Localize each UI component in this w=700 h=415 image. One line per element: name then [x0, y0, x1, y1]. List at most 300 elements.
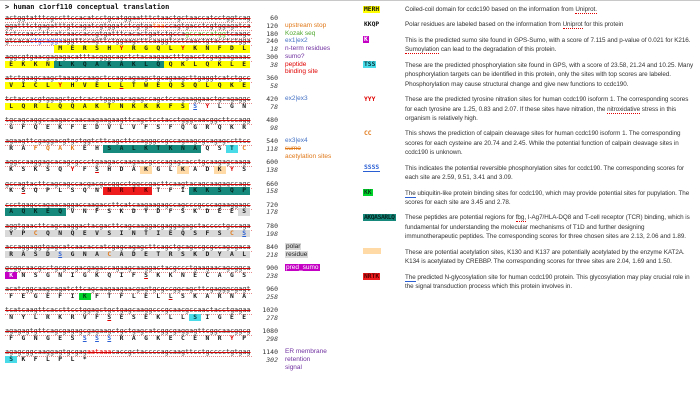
residue-cell: I — [17, 82, 29, 89]
position-number: 118 — [266, 145, 278, 154]
residue-cell: G — [144, 335, 148, 342]
residue-cell: T — [140, 230, 152, 237]
dna-row — [5, 74, 363, 82]
residue-cell: E — [144, 292, 148, 300]
residue-cell: K — [119, 208, 124, 216]
residue-cell: A — [79, 103, 91, 110]
residue-cell: Y — [115, 45, 127, 52]
residue-cell: T — [152, 145, 164, 152]
residue-cell: Q — [42, 230, 54, 237]
residue-cell: S — [33, 271, 38, 279]
position-number: 60 — [270, 14, 278, 22]
residue-cell: N — [42, 61, 54, 68]
residue-cell: L — [33, 313, 38, 321]
legend-item — [363, 61, 697, 89]
residue-cell: E — [21, 292, 26, 300]
residue-cell: K — [140, 166, 152, 173]
residue-cell: D — [226, 45, 238, 52]
position-number: 138 — [266, 166, 278, 175]
position-number: 780 — [266, 221, 278, 230]
residue-cell: P — [58, 356, 63, 364]
residue-cell: A — [5, 208, 17, 215]
residue-cell: Q — [177, 230, 189, 237]
legend-text: Polar residues are labeled based on the information from Uniprot for this protein — [405, 21, 624, 29]
position-number: 540 — [266, 137, 278, 146]
protein-sequence — [5, 230, 252, 237]
position-number: 840 — [266, 242, 278, 251]
dna-row — [5, 222, 363, 230]
residue-cell: S — [214, 230, 226, 237]
residue-cell: T — [128, 82, 140, 89]
residue-cell: * — [82, 356, 87, 364]
residue-cell: K — [33, 166, 38, 174]
dna-sequence: aggccaaggagcacagcgccctgaagaccaagaacgcccagagcacctgcaagagcaaga — [5, 158, 251, 167]
protein-sequence — [5, 82, 252, 89]
residue-cell: N — [177, 145, 189, 152]
legend-item — [363, 273, 697, 292]
residue-cell: N — [58, 271, 63, 279]
legend-key-swatch: SSSS — [364, 164, 380, 172]
residue-cell: K — [189, 187, 201, 194]
residue-cell: N — [103, 187, 115, 194]
residue-cell: F — [168, 124, 173, 132]
annotation-label-line: sumo? — [285, 52, 305, 60]
residue-cell: N — [9, 313, 14, 321]
legend-pane — [363, 5, 697, 298]
residue-cell: E — [119, 313, 124, 321]
residue-cell: S — [177, 251, 189, 258]
dna-sequence: accaggaggtgagcatcaacaccatcgagcagagcttcagctgcagccgcgccagcgaca — [5, 242, 251, 251]
dna-row — [5, 95, 363, 103]
residue-cell: Q — [226, 187, 238, 194]
residue-cell: Y — [70, 166, 75, 174]
residue-cell: S — [131, 313, 136, 321]
residue-cell: Y — [230, 335, 234, 342]
legend-key-swatch: NRTK — [364, 273, 380, 281]
residue-cell: G — [230, 271, 234, 279]
position-number: 258 — [266, 292, 278, 301]
residue-cell: R — [79, 45, 91, 52]
residue-cell: S — [70, 335, 75, 342]
legend-key-swatch: AKQASARLQ — [364, 213, 395, 221]
residue-cell: S — [238, 208, 250, 215]
annotation-label-line: Kozak seq — [285, 29, 316, 37]
residue-cell: R — [119, 335, 124, 342]
residue-cell: E — [66, 45, 78, 52]
residue-cell: S — [5, 356, 17, 363]
annotation-label — [285, 53, 305, 60]
annotation-label — [285, 22, 326, 29]
protein-row — [5, 60, 363, 76]
residue-cell: R — [9, 145, 14, 153]
residue-cell: W — [140, 82, 152, 89]
residue-cell: V — [70, 208, 75, 216]
residue-cell: K — [103, 61, 115, 68]
sequence-pane — [5, 3, 363, 371]
residue-cell: L — [42, 82, 54, 89]
residue-cell: N — [95, 187, 99, 195]
residue-cell: N — [128, 230, 140, 237]
residue-cell: S — [177, 103, 189, 110]
residue-cell: H — [95, 145, 99, 153]
residue-cell: V — [82, 313, 87, 321]
legend-key — [363, 248, 400, 267]
dna-sequence: atctgaagcaagctaaagccaagctccagcagaagctgcagaagcttgaggtcatctgcc — [5, 74, 251, 83]
residue-cell: K — [91, 103, 103, 110]
annotation-label — [285, 137, 308, 144]
dna-sequence: tgcagcaggccaagaccaacaagaagaagttcagctcctacctgggcaacggcttccagg — [5, 116, 251, 125]
residue-cell: F — [214, 45, 226, 52]
residue-cell: E — [193, 271, 198, 279]
residue-cell: K — [168, 271, 173, 279]
residue-cell: Q — [33, 187, 38, 195]
annotation-label-line: binding site — [285, 68, 318, 76]
residue-cell: R — [5, 251, 17, 258]
residue-cell: L — [5, 103, 17, 110]
residue-cell: D — [205, 166, 210, 174]
residue-cell: A — [91, 61, 103, 68]
position-number: 18 — [270, 45, 278, 54]
residue-cell: A — [217, 271, 222, 279]
residue-cell: K — [9, 187, 14, 195]
legend-item — [363, 20, 697, 29]
residue-cell: G — [230, 102, 234, 110]
residue-cell: G — [33, 292, 38, 300]
residue-cell: S — [242, 166, 247, 174]
residue-cell: K — [58, 124, 63, 132]
position-number: 600 — [266, 158, 278, 167]
residue-cell: S — [217, 145, 222, 153]
legend-text: Coiled-coil domain for ccdc190 based on the information from Uniprot. — [405, 6, 597, 13]
residue-cell: L — [164, 45, 176, 52]
residue-cell: I — [70, 271, 75, 279]
annotation-label-line: polar — [286, 242, 301, 250]
residue-cell: T — [152, 251, 164, 258]
residue-cell: T — [107, 292, 112, 300]
residue-cell: L — [226, 61, 238, 68]
annotation-label-line: retention — [285, 356, 311, 364]
protein-sequence — [5, 208, 252, 215]
residue-cell: S — [193, 102, 198, 110]
residue-cell: Q — [164, 82, 176, 89]
residue-cell: E — [42, 208, 54, 215]
residue-cell: S — [180, 208, 185, 216]
residue-cell: C — [180, 335, 185, 342]
dna-sequence: tctaccacgtggagctgctcacctgggaacagagccagctccagaaggaactgcagaggc — [5, 95, 251, 104]
dna-row — [5, 116, 363, 124]
dna-sequence: acatcggcaagcagatcttcagcaagaagaacgagtgcgccggcagcttcgagggcgagt — [5, 285, 251, 294]
residue-cell: K — [128, 103, 140, 110]
residue-cell: S — [156, 124, 161, 132]
position-number: 58 — [270, 81, 278, 90]
residue-cell: A — [193, 166, 198, 174]
residue-cell: K — [30, 208, 42, 215]
protein-row — [5, 187, 363, 195]
residue-cell: N — [180, 271, 185, 279]
residue-cell: K — [177, 166, 189, 173]
protein-row — [5, 251, 363, 259]
legend-key-swatch: TSS — [364, 61, 376, 69]
residue-cell: F — [119, 292, 124, 300]
dna-sequence: tcatcaagttcaccttcctggagctgctgagcaaggcccgcaacgccaactacctgagaa — [5, 306, 251, 315]
residue-cell: A — [189, 145, 201, 152]
residue-cell: Q — [82, 187, 87, 195]
protein-row — [5, 293, 363, 301]
residue-cell: G — [193, 124, 198, 132]
position-number: 278 — [266, 313, 278, 322]
residue-cell: F — [21, 124, 26, 132]
residue-cell: N — [82, 208, 87, 216]
residue-cell-blank — [17, 45, 29, 52]
residue-cell: R — [217, 292, 222, 300]
dna-row — [5, 14, 363, 22]
protein-row — [5, 145, 363, 160]
annotation-label-line: signal — [285, 363, 302, 371]
protein-row — [5, 314, 363, 322]
residue-cell: Q — [217, 124, 222, 132]
legend-key-swatch: CC — [364, 129, 372, 137]
legend-key-swatch — [363, 248, 381, 254]
residue-cell: F — [82, 166, 87, 174]
residue-cell: G — [156, 166, 161, 174]
protein-sequence — [5, 251, 252, 258]
residue-cell: D — [95, 124, 99, 132]
residue-cell: L — [140, 61, 152, 68]
protein-sequence — [5, 272, 252, 279]
residue-cell: G — [21, 335, 26, 342]
dna-sequence: gcggcaacgcctgcgccgacgagaccagaagcaaggactacgccctgaagaacagcggca — [5, 263, 251, 272]
residue-cell: E — [140, 251, 152, 258]
residue-cell: N — [205, 335, 210, 342]
residue-cell: S — [70, 187, 75, 195]
legend-item — [363, 95, 697, 123]
residue-cell: S — [54, 251, 66, 258]
residue-cell: K — [230, 124, 234, 132]
residue-cell: V — [131, 124, 136, 132]
residue-cell: D — [131, 208, 136, 216]
residue-cell: E — [168, 335, 173, 342]
dna-row — [5, 243, 363, 251]
annotation-label-line: ex2|ex3 — [285, 95, 308, 103]
position-number: 1080 — [262, 327, 278, 336]
residue-cell: G — [66, 251, 78, 258]
protein-sequence — [5, 103, 252, 110]
residue-cell: Y — [5, 230, 17, 237]
residue-cell: F — [95, 292, 99, 300]
residue-cell: Y — [214, 251, 226, 258]
residue-cell: G — [46, 335, 50, 342]
residue-cell: N — [54, 230, 66, 237]
position-number: 1020 — [262, 306, 278, 315]
dna-row — [5, 348, 363, 356]
residue-cell: K — [156, 335, 161, 342]
residue-cell: L — [180, 313, 185, 321]
residue-cell: G — [9, 124, 14, 132]
residue-cell: F — [9, 335, 14, 342]
residue-cell: S — [242, 271, 247, 279]
annotation-label — [285, 264, 320, 271]
residue-cell: R — [115, 187, 127, 194]
legend-item — [363, 213, 697, 241]
protein-row — [5, 82, 363, 90]
dna-sequence: ggatttctgagatttgtcagatcgtggatctcgtgataaccagtgacctcgtggagatca — [5, 21, 251, 30]
position-number: 238 — [266, 271, 278, 280]
residue-cell: I — [152, 230, 164, 237]
residue-cell: K — [156, 313, 161, 321]
dna-row — [5, 30, 363, 38]
position-number: 660 — [266, 179, 278, 188]
residue-cell: S — [177, 82, 189, 89]
position-number: 720 — [266, 200, 278, 209]
residue-cell: Q — [66, 230, 78, 237]
dna-sequence: ccctgagccagaacaggaccaagaccttcatcaagaagagccagcccgcccagaaggagc — [5, 200, 251, 209]
position-number: 98 — [270, 124, 278, 133]
residue-cell: H — [107, 166, 112, 174]
residue-cell: R — [205, 124, 210, 132]
residue-cell: D — [42, 251, 54, 258]
residue-cell: R — [128, 45, 140, 52]
residue-cell: I — [205, 313, 210, 321]
legend-key — [363, 5, 400, 14]
residue-cell: K — [70, 145, 75, 153]
position-number: 78 — [270, 102, 278, 111]
position-number: 218 — [266, 250, 278, 259]
residue-cell: K — [193, 208, 198, 216]
residue-cell: Q — [107, 271, 112, 279]
residue-cell: L — [201, 82, 213, 89]
dna-row — [5, 37, 363, 45]
residue-cell: I — [115, 230, 127, 237]
annotation-label-line: peptide — [285, 60, 307, 68]
position-number: 38 — [270, 60, 278, 69]
residue-cell: F — [168, 187, 173, 195]
legend-item — [363, 36, 697, 55]
residue-cell: E — [46, 292, 50, 300]
residue-cell: K — [164, 145, 176, 152]
dna-row — [5, 285, 363, 293]
legend-key — [363, 61, 400, 89]
residue-cell: R — [70, 313, 75, 321]
residue-cell: Q — [79, 61, 91, 68]
residue-cell: E — [193, 335, 198, 342]
residue-cell: R — [46, 313, 50, 321]
protein-sequence — [5, 124, 252, 131]
residue-cell: D — [156, 208, 161, 216]
residue-cell: L — [119, 124, 124, 132]
protein-row — [5, 208, 363, 216]
residue-cell: S — [144, 271, 148, 279]
residue-cell: F — [201, 230, 213, 237]
residue-cell: Q — [189, 82, 201, 89]
residue-cell: Q — [33, 124, 38, 132]
residue-cell: K — [214, 166, 226, 173]
protein-sequence — [5, 166, 252, 173]
annotation-label-line: ex1|ex2 — [285, 37, 308, 45]
residue-cell: G — [140, 45, 152, 52]
legend-item — [363, 164, 697, 183]
residue-cell: F — [33, 145, 38, 153]
residue-cell: S — [46, 166, 50, 174]
residue-cell: P — [242, 335, 247, 342]
protein-sequence — [5, 61, 252, 68]
legend-key — [363, 164, 400, 183]
residue-cell: F — [131, 271, 136, 279]
residue-cell: F — [168, 208, 173, 216]
annotation-label-line: residue — [286, 250, 308, 258]
residue-cell: A — [58, 145, 63, 153]
position-number: 302 — [266, 356, 278, 365]
legend-text: The predicted N-glycosylation site for human ccdc190 protein. This glycosylation may play crucial role in the signal transduction process which this protein involves in. — [405, 273, 690, 291]
annotation-label-line: acetylation sites — [285, 152, 332, 160]
residue-cell: I — [119, 271, 124, 279]
residue-cell: E — [164, 230, 176, 237]
sequence-rows — [5, 14, 363, 371]
annotation-label — [285, 95, 308, 102]
residue-cell: R — [242, 124, 247, 132]
residue-cell: E — [230, 208, 234, 216]
residue-cell: S — [107, 335, 112, 342]
position-number: 198 — [266, 229, 278, 238]
dna-sequence: gccagtacttcagcagccacgacgccggcctggccgacttcaagtacagcaagagccagc — [5, 179, 251, 188]
dna-row — [5, 306, 363, 314]
residue-cell: K — [128, 61, 140, 68]
residue-cell: P — [46, 187, 50, 195]
residue-cell: Q — [58, 166, 63, 174]
legend-key-swatch: K — [364, 36, 368, 44]
legend-text: This indicates the potential reversible phosphorylation sites for ccdc190. The corresponding scores for each site are 2.59, 9.51, 3.41 and 3.09. — [405, 164, 685, 182]
residue-cell: Q — [164, 61, 176, 68]
residue-cell: S — [107, 313, 112, 321]
annotation-label — [285, 45, 330, 52]
position-number: 900 — [266, 263, 278, 272]
residue-cell: N — [21, 271, 26, 279]
residue-cell: S — [91, 45, 103, 52]
dna-sequence: tctccaaccttcatcaaccaccgtgatttcacactgatctgccagccaccatggtcaagc — [5, 29, 251, 38]
protein-sequence — [5, 187, 252, 194]
residue-cell: F — [70, 124, 75, 132]
protein-row — [5, 124, 363, 132]
residue-cell: F — [58, 292, 63, 300]
protein-sequence — [5, 314, 252, 321]
protein-sequence — [5, 145, 252, 152]
residue-cell: R — [217, 335, 222, 342]
residue-cell: C — [242, 145, 247, 153]
residue-cell: L — [189, 61, 201, 68]
residue-cell-blank — [5, 45, 17, 52]
residue-cell: N — [230, 292, 234, 300]
residue-cell: P — [238, 187, 250, 194]
residue-cell: S — [180, 292, 185, 300]
residue-cell: E — [230, 313, 234, 321]
position-number: 960 — [266, 285, 278, 294]
residue-cell: Q — [46, 145, 50, 153]
legend-item — [363, 129, 697, 157]
legend-text: These peptides are potential regions for fbg, I-Ag7/HLA-DQ8 and T-cell receptor (TCR) binding, which is fundamental for understanding the molecular mechanisms of T1D and further designing immunotherapeutic peptides. The corresponding scores for three chosen sites are 2.13, 2.06 and 1.89. — [405, 214, 690, 241]
annotation-label — [285, 37, 308, 44]
residue-cell: E — [242, 313, 247, 321]
annotation-label-line: sumo — [285, 145, 301, 153]
residue-cell: L — [42, 103, 54, 110]
residue-cell: E — [217, 208, 222, 216]
legend-key-swatch: YYY — [364, 95, 376, 103]
residue-cell: L — [54, 61, 66, 68]
residue-cell: Q — [205, 145, 210, 153]
residue-cell: K — [66, 61, 78, 68]
legend-key-swatch: KKQP — [364, 20, 380, 28]
fasta-header: > human c1orf110 conceptual translation — [5, 3, 170, 11]
residue-cell: A — [115, 145, 127, 152]
position-number: 298 — [266, 335, 278, 343]
